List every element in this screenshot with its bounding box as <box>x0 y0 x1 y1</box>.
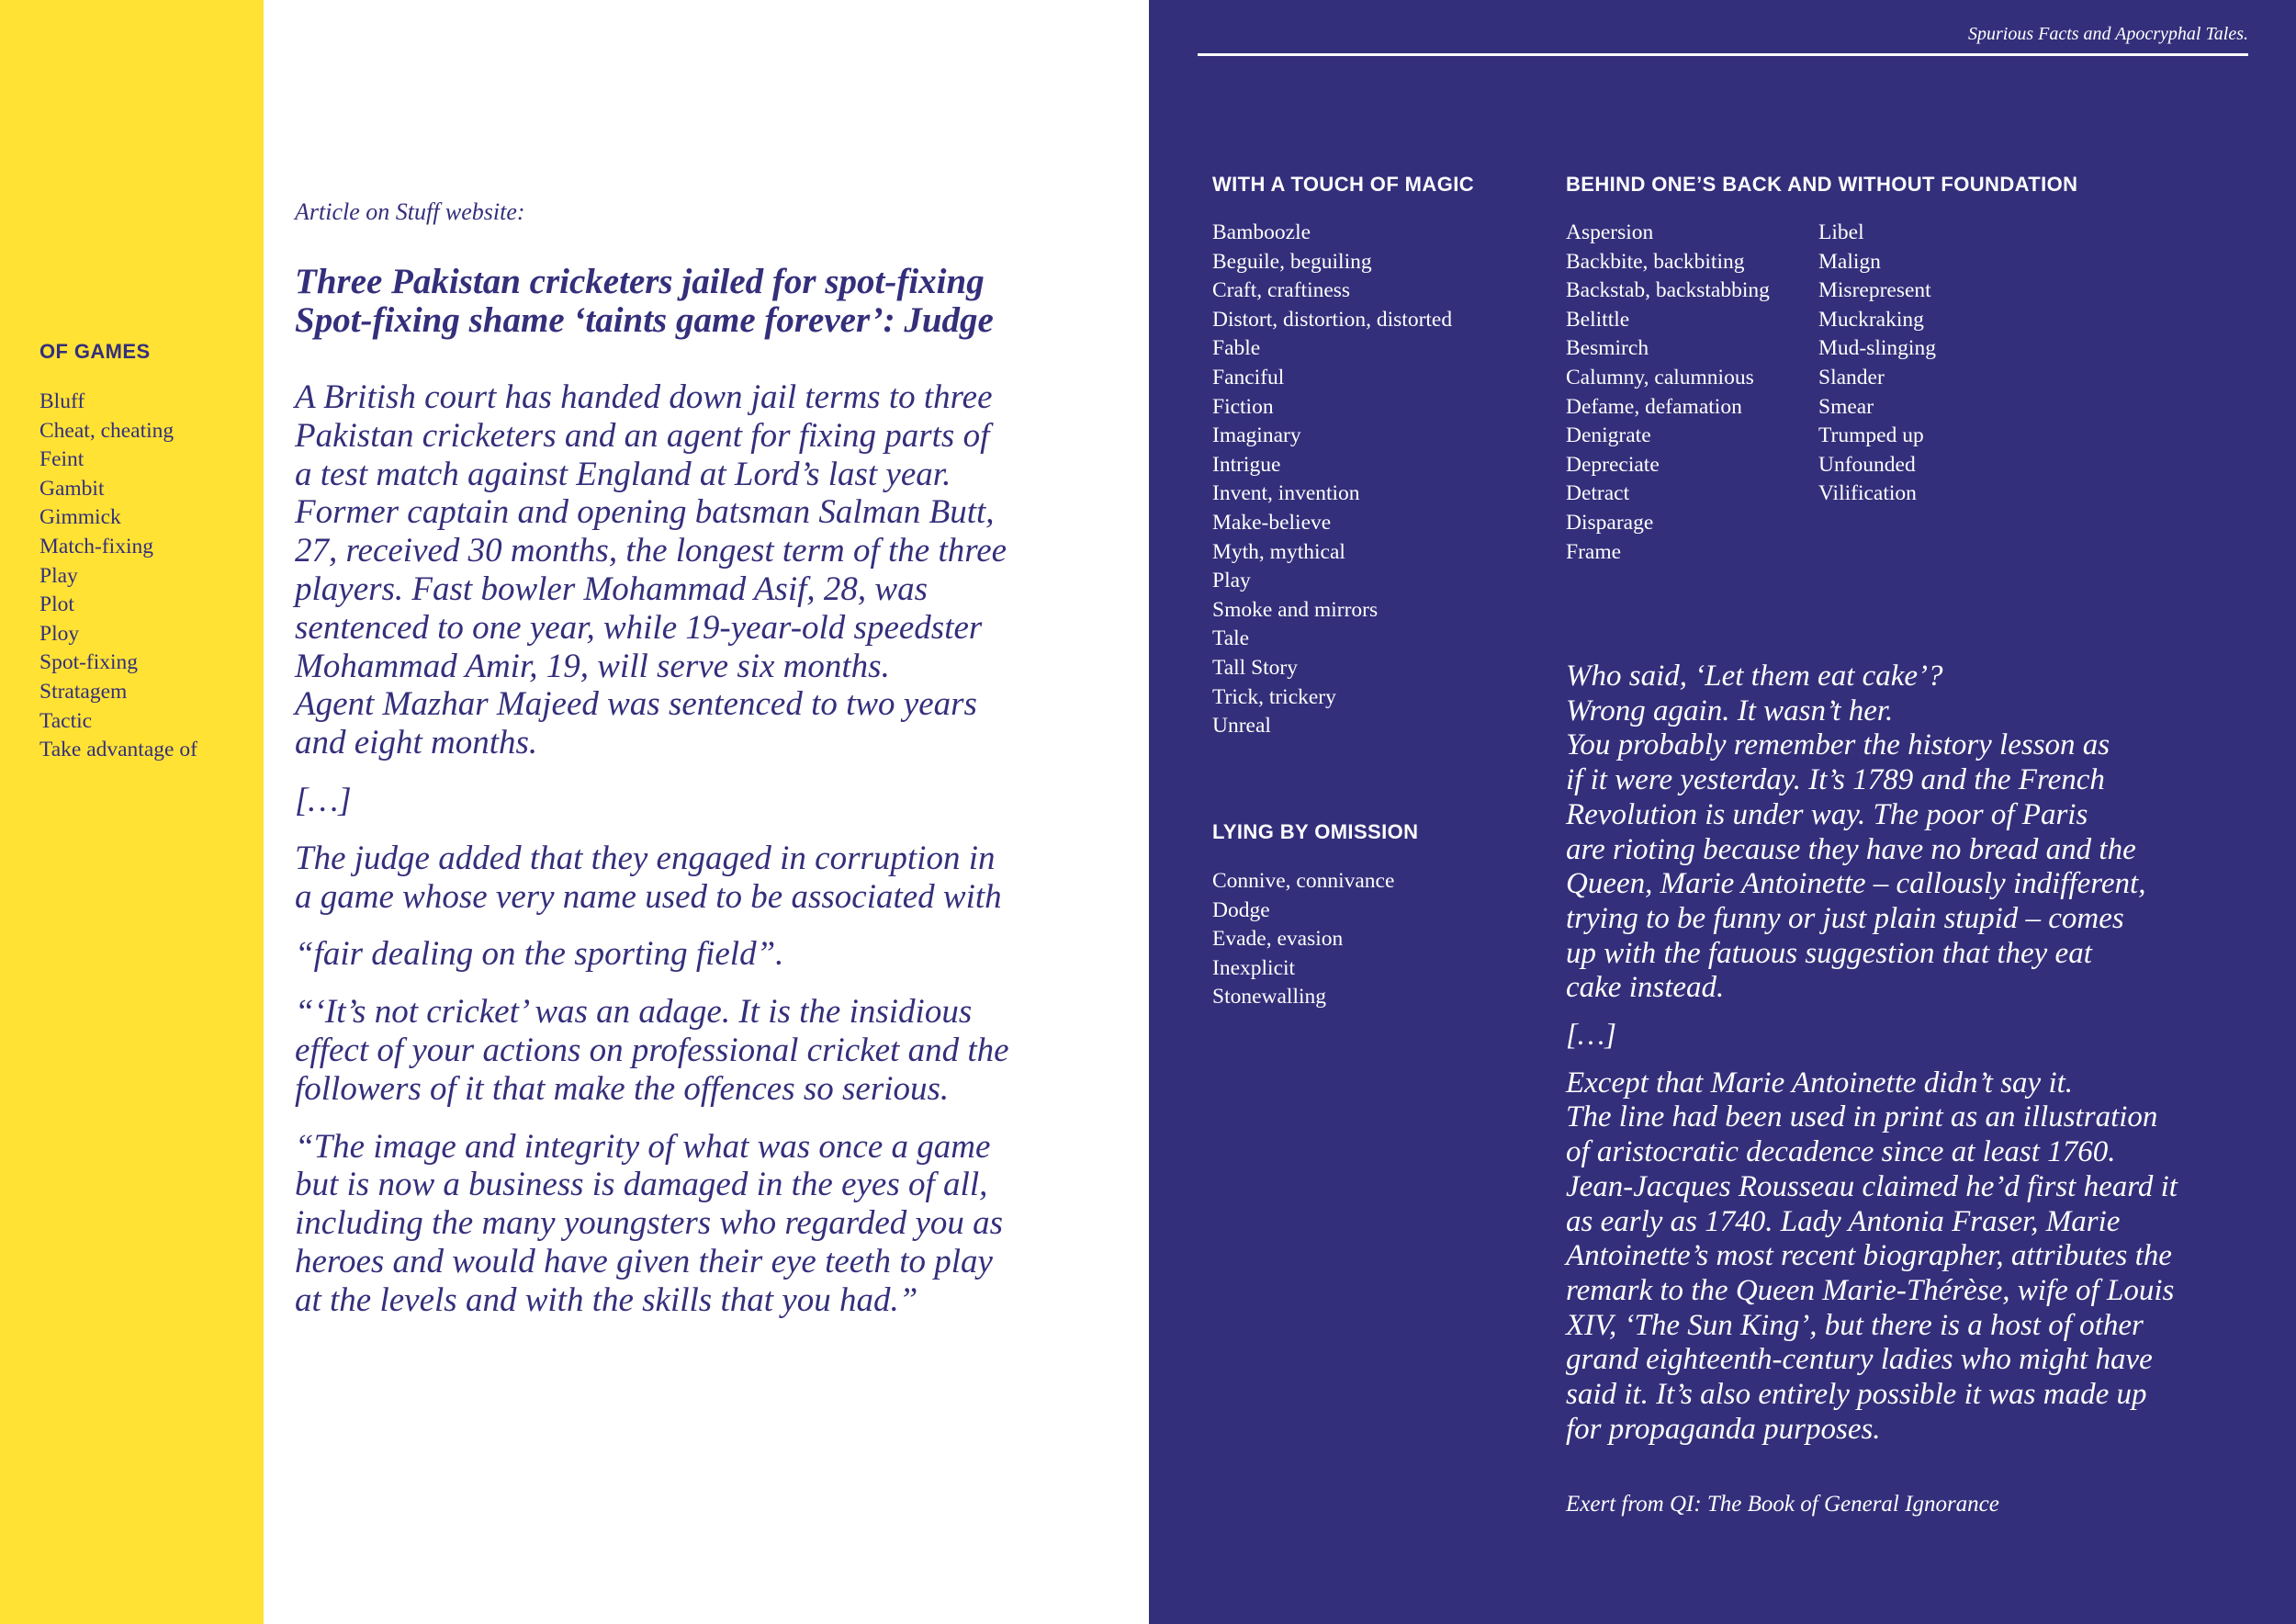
word-list-item: Denigrate <box>1566 423 1651 448</box>
word-list-item: Stratagem <box>39 679 128 704</box>
yellow-panel <box>0 0 264 1624</box>
word-list-item: Match-fixing <box>39 534 153 558</box>
omission-word-list <box>1212 867 1394 1012</box>
word-list-item: Backbite, backbiting <box>1566 249 1745 274</box>
word-list-item: Unfounded <box>1818 452 1916 477</box>
article-paragraph: “The image and integrity of what was once a game but is now a business is damaged in the eyes of all, including the many youngsters who regarded you as heroes and would have given their eye teeth to play at the levels and with the skills that you had.” <box>295 1127 1004 1319</box>
word-list-item: Aspersion <box>1566 220 1654 244</box>
article-headlines <box>295 263 1121 340</box>
article-paragraph: A British court has handed down jail terms to three Pakistan cricketers and an agent for fixing parts of a test match against England at Lord’s last year. Former captain and opening batsman Salman Butt, 27, received 30 months, the longest term of the three players. Fast bowler Mohammad Asif, 28, was sentenced to one year, while 19-year-old speedster Mohammad Amir, 19, will serve six months. Agent Mazhar Majeed was sentenced to two years and eight months. <box>295 378 1007 762</box>
word-list-item: Backstab, backstabbing <box>1566 278 1770 303</box>
word-list-item: Distort, distortion, distorted <box>1212 307 1453 332</box>
behind-word-list-b <box>1818 219 1936 509</box>
word-list-item: Gimmick <box>39 505 121 530</box>
running-title: Spurious Facts and Apocryphal Tales. <box>1967 24 2248 44</box>
omission-heading: LYING BY OMISSION <box>1212 820 1419 843</box>
word-list-item: Connive, connivance <box>1212 869 1395 893</box>
magic-heading: WITH A TOUCH OF MAGIC <box>1212 173 1475 196</box>
word-list-item: Libel <box>1818 220 1864 244</box>
headline-1: Three Pakistan cricketers jailed for spot-fixing <box>295 262 985 301</box>
word-list-item: Beguile, beguiling <box>1212 249 1372 274</box>
word-list-item: Disparage <box>1566 510 1654 535</box>
word-list-item: Dodge <box>1212 897 1270 922</box>
word-list-item: Feint <box>39 447 84 472</box>
word-list-item: Tale <box>1212 626 1250 651</box>
word-list-item: Depreciate <box>1566 452 1660 477</box>
word-list-item: Imaginary <box>1212 423 1301 448</box>
word-list-item: Fable <box>1212 336 1261 361</box>
article-paragraph: “fair dealing on the sporting field”. <box>295 935 784 974</box>
article-paragraph: The judge added that they engaged in corruption in a game whose very name used to be associated with <box>295 839 1002 916</box>
word-list-item: Mud-slinging <box>1818 336 1936 361</box>
word-list-item: Play <box>39 563 78 588</box>
word-list-item: Stonewalling <box>1212 985 1327 1009</box>
word-list-item: Spot-fixing <box>39 650 139 675</box>
word-list-item: Plot <box>39 592 74 617</box>
word-list-item: Vilification <box>1818 481 1917 506</box>
quote-paragraph: Who said, ‘Let them eat cake’? Wrong again. It wasn’t her. You probably remember the history lesson as if it were yesterday. It’s 1789 and the French Revolution is under way. The poor of Paris are rioting because they have no bread and the Queen, Marie Antoinette – callously indifferent, trying to be funny or just plain stupid – comes up with the fatuous suggestion that they eat cake instead. <box>1566 660 2146 1005</box>
word-list-item: Bluff <box>39 389 85 413</box>
word-list-item: Calumny, calumnious <box>1566 365 1754 389</box>
word-list-item: Fiction <box>1212 394 1274 419</box>
word-list-item: Cheat, cheating <box>39 418 174 443</box>
article-paragraph: “‘It’s not cricket’ was an adage. It is the insidious effect of your actions on professional cricket and the followers of it that make the offences so serious. <box>295 993 1009 1108</box>
word-list-item: Smear <box>1818 394 1874 419</box>
word-list-item: Malign <box>1818 249 1881 274</box>
behind-heading: BEHIND ONE’S BACK AND WITHOUT FOUNDATION <box>1566 173 2078 196</box>
title-rule <box>1198 53 2248 56</box>
games-word-list <box>39 388 197 765</box>
games-heading: OF GAMES <box>39 340 151 363</box>
article-ellipsis: […] <box>295 781 352 819</box>
word-list-item: Tactic <box>39 708 93 733</box>
word-list-item: Ploy <box>39 621 80 646</box>
behind-word-list-a <box>1566 219 1770 567</box>
word-list-item: Fanciful <box>1212 365 1285 389</box>
word-list-item: Make-believe <box>1212 510 1332 535</box>
word-list-item: Besmirch <box>1566 336 1649 361</box>
quote-ellipsis: […] <box>1566 1019 1617 1053</box>
word-list-item: Intrigue <box>1212 452 1281 477</box>
article-body <box>295 378 1121 1339</box>
word-list-item: Inexplicit <box>1212 955 1296 980</box>
word-list-item: Trick, trickery <box>1212 684 1336 709</box>
word-list-item: Invent, invention <box>1212 481 1360 506</box>
word-list-item: Gambit <box>39 476 105 501</box>
word-list-item: Detract <box>1566 481 1630 506</box>
magic-word-list <box>1212 219 1452 741</box>
word-list-item: Trumped up <box>1818 423 1924 448</box>
word-list-item: Unreal <box>1212 714 1271 739</box>
quote-source: Exert from QI: The Book of General Ignorance <box>1566 1492 1999 1517</box>
word-list-item: Take advantage of <box>39 738 197 762</box>
article-source-label: Article on Stuff website: <box>295 198 525 225</box>
word-list-item: Evade, evasion <box>1212 927 1344 952</box>
word-list-item: Misrepresent <box>1818 278 1931 303</box>
word-list-item: Craft, craftiness <box>1212 278 1351 303</box>
quote-body <box>1566 660 2282 1460</box>
word-list-item: Defame, defamation <box>1566 394 1742 419</box>
word-list-item: Play <box>1212 569 1251 593</box>
word-list-item: Tall Story <box>1212 655 1299 680</box>
word-list-item: Muckraking <box>1818 307 1924 332</box>
word-list-item: Bamboozle <box>1212 220 1311 244</box>
word-list-item: Frame <box>1566 539 1622 564</box>
word-list-item: Slander <box>1818 365 1885 389</box>
headline-2: Spot-fixing shame ‘taints game forever’: Judge <box>295 300 994 340</box>
word-list-item: Myth, mythical <box>1212 539 1345 564</box>
word-list-item: Belittle <box>1566 307 1630 332</box>
quote-paragraph: Except that Marie Antoinette didn’t say it. The line had been used in print as an illustration of aristocratic decadence since at least 1760. Jean-Jacques Rousseau claimed he’d first heard it as early as 1740. Lady Antonia Fraser, Marie Antoinette’s most recent biographer, attributes the remark to the Queen Marie-Thérèse, wife of Louis XIV, ‘The Sun King’, but there is a host of other grand eighteenth-century ladies who might have said it. It’s also entirely possible it was made up for propaganda purposes. <box>1566 1066 2178 1446</box>
word-list-item: Smoke and mirrors <box>1212 597 1379 622</box>
